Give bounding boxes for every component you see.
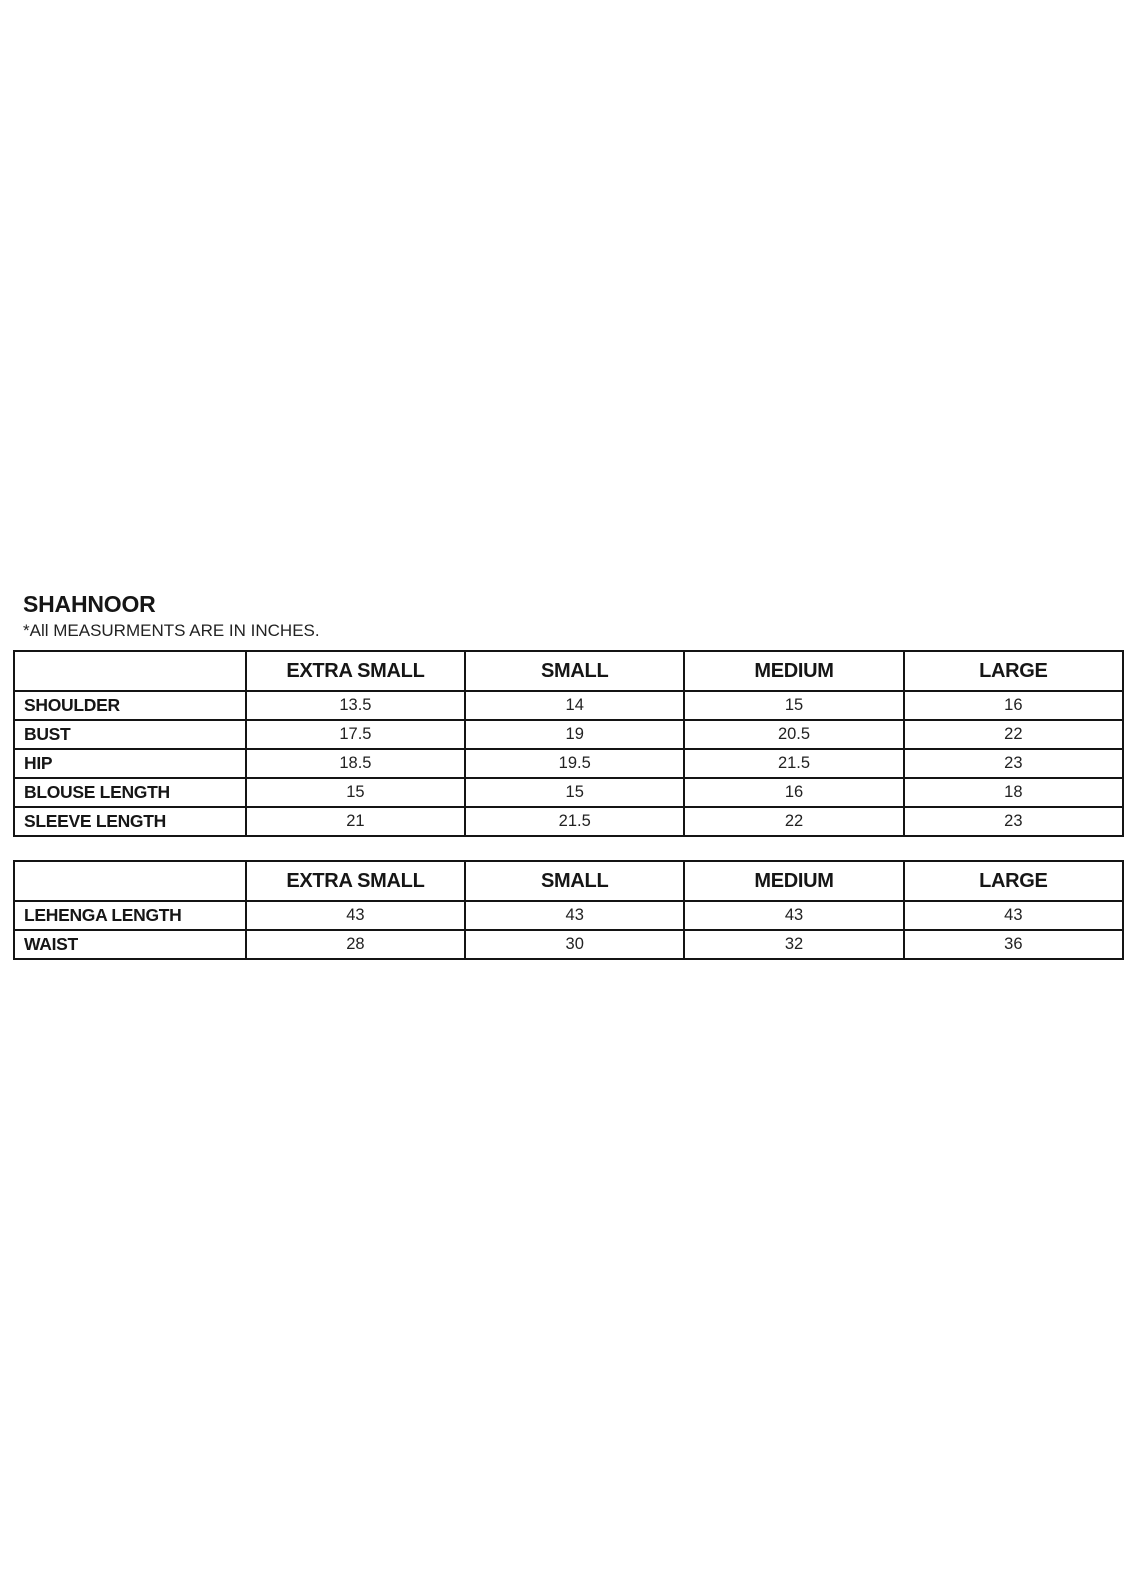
table-row (14, 901, 1123, 930)
row-label: HIP (14, 749, 246, 778)
column-header-small: SMALL (465, 861, 684, 901)
header-row (14, 651, 1123, 691)
corner-cell (14, 861, 246, 901)
column-header-medium: MEDIUM (684, 861, 903, 901)
cell-value: 16 (684, 778, 903, 807)
cell-value: 21.5 (465, 807, 684, 836)
lehenga-measurements-table (13, 860, 1124, 960)
cell-value: 14 (465, 691, 684, 720)
column-header-small: SMALL (465, 651, 684, 691)
column-header-large: LARGE (904, 861, 1123, 901)
page-title: SHAHNOOR (23, 591, 156, 617)
table-row (14, 749, 1123, 778)
cell-value: 18.5 (246, 749, 465, 778)
table-gap (13, 837, 1124, 860)
corner-cell (14, 651, 246, 691)
row-label: LEHENGA LENGTH (14, 901, 246, 930)
cell-value: 18 (904, 778, 1123, 807)
cell-value: 43 (465, 901, 684, 930)
cell-value: 43 (904, 901, 1123, 930)
cell-value: 23 (904, 807, 1123, 836)
cell-value: 16 (904, 691, 1123, 720)
cell-value: 23 (904, 749, 1123, 778)
row-label: BUST (14, 720, 246, 749)
cell-value: 28 (246, 930, 465, 959)
cell-value: 36 (904, 930, 1123, 959)
size-chart-content (13, 591, 1124, 960)
cell-value: 43 (246, 901, 465, 930)
table-row (14, 930, 1123, 959)
row-label: SLEEVE LENGTH (14, 807, 246, 836)
cell-value: 13.5 (246, 691, 465, 720)
column-header-extra-small: EXTRA SMALL (246, 861, 465, 901)
measurements-note: *All MEASURMENTS ARE IN INCHES. (23, 621, 320, 640)
cell-value: 15 (246, 778, 465, 807)
cell-value: 32 (684, 930, 903, 959)
cell-value: 20.5 (684, 720, 903, 749)
cell-value: 22 (904, 720, 1123, 749)
table-row (14, 720, 1123, 749)
cell-value: 17.5 (246, 720, 465, 749)
table-row (14, 691, 1123, 720)
cell-value: 22 (684, 807, 903, 836)
cell-value: 21 (246, 807, 465, 836)
cell-value: 15 (684, 691, 903, 720)
row-label: WAIST (14, 930, 246, 959)
header-row (14, 861, 1123, 901)
cell-value: 30 (465, 930, 684, 959)
cell-value: 19 (465, 720, 684, 749)
column-header-extra-small: EXTRA SMALL (246, 651, 465, 691)
column-header-large: LARGE (904, 651, 1123, 691)
cell-value: 21.5 (684, 749, 903, 778)
column-header-medium: MEDIUM (684, 651, 903, 691)
row-label: SHOULDER (14, 691, 246, 720)
row-label: BLOUSE LENGTH (14, 778, 246, 807)
blouse-measurements-table (13, 650, 1124, 837)
cell-value: 15 (465, 778, 684, 807)
cell-value: 43 (684, 901, 903, 930)
table-row (14, 778, 1123, 807)
cell-value: 19.5 (465, 749, 684, 778)
table-row (14, 807, 1123, 836)
